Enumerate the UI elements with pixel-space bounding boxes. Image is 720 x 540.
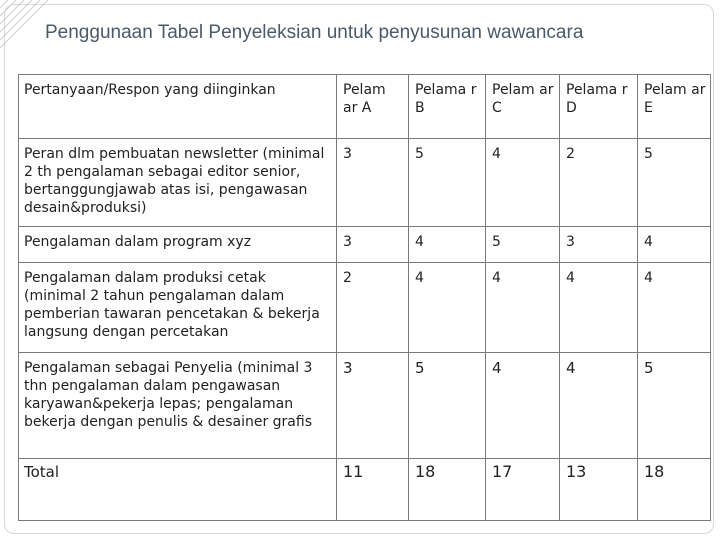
- header-candidate-c: Pelam ar C: [486, 75, 560, 139]
- score-cell: 4: [560, 263, 638, 353]
- table-header-row: [19, 75, 711, 139]
- selection-table: [18, 74, 711, 521]
- score-cell: 5: [638, 353, 711, 459]
- slide-title: Penggunaan Tabel Penyeleksian untuk penyusunan wawancara: [45, 22, 584, 43]
- total-cell: 18: [638, 459, 711, 521]
- score-cell: 4: [560, 353, 638, 459]
- total-cell: 13: [560, 459, 638, 521]
- row-label: Pengalaman dalam program xyz: [19, 227, 337, 263]
- table-row: [19, 227, 711, 263]
- score-cell: 4: [409, 263, 486, 353]
- score-cell: 3: [337, 139, 409, 227]
- score-cell: 4: [409, 227, 486, 263]
- header-question: Pertanyaan/Respon yang diinginkan: [19, 75, 337, 139]
- total-label: Total: [19, 459, 337, 521]
- header-candidate-a: Pelam ar A: [337, 75, 409, 139]
- score-cell: 2: [337, 263, 409, 353]
- score-cell: 5: [409, 139, 486, 227]
- header-candidate-e: Pelam ar E: [638, 75, 711, 139]
- table-row: [19, 263, 711, 353]
- header-candidate-b: Pelama r B: [409, 75, 486, 139]
- score-cell: 4: [486, 263, 560, 353]
- score-cell: 5: [638, 139, 711, 227]
- row-label: Pengalaman sebagai Penyelia (minimal 3 thn pengalaman dalam pengawasan karyawan&pekerja lepas; pengalaman bekerja dengan penulis & desainer grafis: [19, 353, 337, 459]
- header-candidate-d: Pelama r D: [560, 75, 638, 139]
- score-cell: 4: [638, 263, 711, 353]
- score-cell: 4: [486, 353, 560, 459]
- score-cell: 3: [337, 353, 409, 459]
- score-cell: 5: [409, 353, 486, 459]
- total-cell: 18: [409, 459, 486, 521]
- total-row: [19, 459, 711, 521]
- total-cell: 17: [486, 459, 560, 521]
- total-cell: 11: [337, 459, 409, 521]
- score-cell: 3: [560, 227, 638, 263]
- row-label: Pengalaman dalam produksi cetak (minimal 2 tahun pengalaman dalam pemberian tawaran pencetakan & bekerja langsung dengan percetakan: [19, 263, 337, 353]
- score-cell: 5: [486, 227, 560, 263]
- score-cell: 3: [337, 227, 409, 263]
- table-row: [19, 139, 711, 227]
- table-row: [19, 353, 711, 459]
- score-cell: 4: [486, 139, 560, 227]
- score-cell: 2: [560, 139, 638, 227]
- score-cell: 4: [638, 227, 711, 263]
- row-label: Peran dlm pembuatan newsletter (minimal 2 th pengalaman sebagai editor senior, bertanggungjawab atas isi, pengawasan desain&produksi): [19, 139, 337, 227]
